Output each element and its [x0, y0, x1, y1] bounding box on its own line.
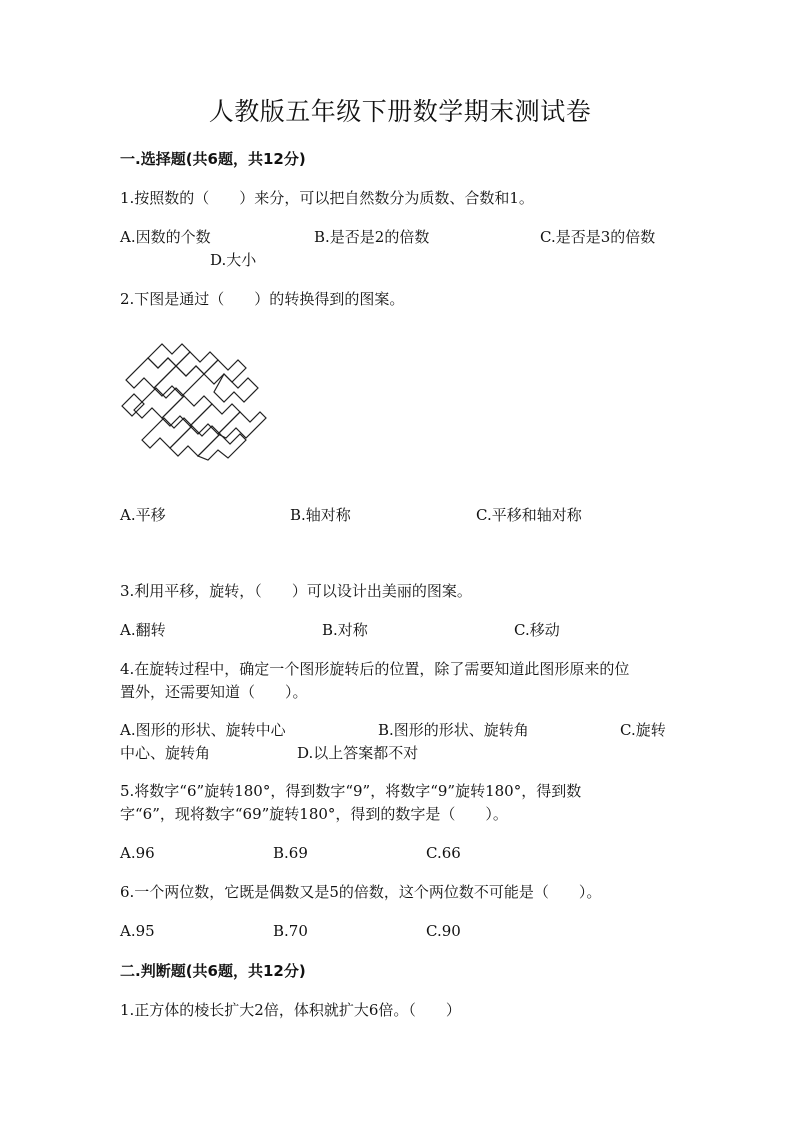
q4-option-d[interactable]: D.以上答案都不对: [297, 744, 419, 762]
tiling-pattern-figure: [118, 340, 268, 469]
question-2: 2.下图是通过（ ）的转换得到的图案。: [120, 290, 405, 308]
q6-option-c[interactable]: C.90: [426, 922, 461, 940]
question-3: 3.利用平移，旋转，（ ）可以设计出美丽的图案。: [120, 582, 472, 600]
q2-option-a[interactable]: A.平移: [120, 506, 166, 524]
q3-option-a[interactable]: A.翻转: [120, 621, 166, 639]
q1-option-a[interactable]: A.因数的个数: [120, 228, 211, 246]
question-4-line-2: 置外，还需要知道（ ）。: [120, 683, 308, 701]
q5-option-b[interactable]: B.69: [273, 844, 308, 862]
q6-option-b[interactable]: B.70: [273, 922, 308, 940]
q4-option-c[interactable]: C.旋转: [620, 721, 666, 739]
question-5-line-1: 5.将数字“6”旋转180°，得到数字“9”，将数字“9”旋转180°，得到数: [120, 782, 582, 800]
question-6: 6.一个两位数，它既是偶数又是5的倍数，这个两位数不可能是（ ）。: [120, 883, 602, 901]
q4-option-a[interactable]: A.图形的形状、旋转中心: [120, 721, 286, 739]
section-heading-true-false: 二.判断题(共6题，共12分): [120, 962, 306, 980]
q3-option-b[interactable]: B.对称: [322, 621, 368, 639]
true-false-question-1: 1.正方体的棱长扩大2倍，体积就扩大6倍。（ ）: [120, 1001, 461, 1019]
q5-option-a[interactable]: A.96: [120, 844, 155, 862]
q5-option-c[interactable]: C.66: [426, 844, 461, 862]
q1-option-c[interactable]: C.是否是3的倍数: [540, 228, 656, 246]
question-1: 1.按照数的（ ）来分，可以把自然数分为质数、合数和1。: [120, 189, 534, 207]
q3-option-c[interactable]: C.移动: [514, 621, 560, 639]
tiling-pattern-image: [118, 340, 268, 465]
question-4-line-1: 4.在旋转过程中，确定一个图形旋转后的位置，除了需要知道此图形原来的位: [120, 660, 630, 678]
q6-option-a[interactable]: A.95: [120, 922, 155, 940]
q4-option-c-continued[interactable]: 中心、旋转角: [120, 744, 211, 762]
q1-option-b[interactable]: B.是否是2的倍数: [314, 228, 430, 246]
section-heading-choice: 一.选择题(共6题，共12分): [120, 150, 306, 168]
q2-option-b[interactable]: B.轴对称: [290, 506, 351, 524]
page-title: 人教版五年级下册数学期末测试卷: [208, 97, 592, 126]
q4-option-b[interactable]: B.图形的形状、旋转角: [378, 721, 529, 739]
q1-option-d[interactable]: D.大小: [210, 251, 257, 269]
question-5-line-2: 字“6”，现将数字“69”旋转180°，得到的数字是（ ）。: [120, 805, 508, 823]
q2-option-c[interactable]: C.平移和轴对称: [476, 506, 582, 524]
